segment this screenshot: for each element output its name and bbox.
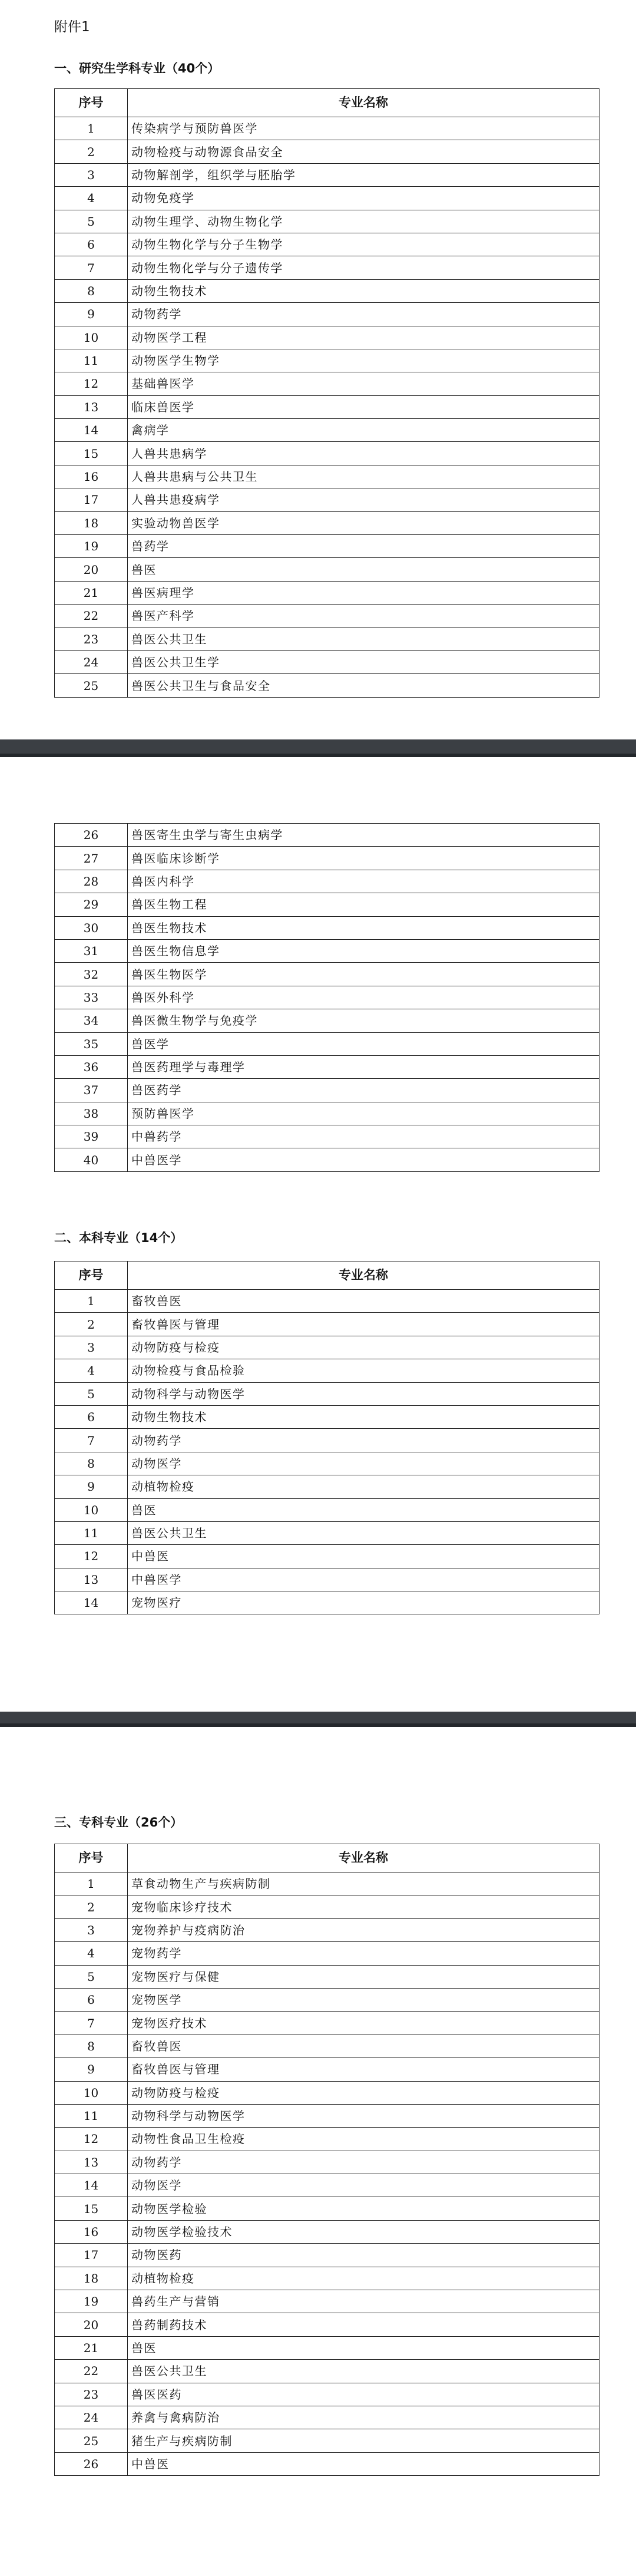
major-name: 兽医微生物学与免疫学 [128, 1009, 599, 1032]
row-number: 27 [55, 847, 128, 870]
row-number: 7 [55, 256, 128, 279]
table-row [55, 581, 599, 604]
row-number: 20 [55, 558, 128, 581]
major-name: 兽医生物医学 [128, 963, 599, 986]
major-name: 兽药制药技术 [128, 2313, 599, 2336]
major-name: 动物药学 [128, 1429, 599, 1452]
major-name: 兽医 [128, 1498, 599, 1521]
major-name: 兽医生物信息学 [128, 939, 599, 962]
table-row [55, 2267, 599, 2290]
table-body [55, 1872, 599, 2476]
table-row [55, 1988, 599, 2011]
major-name: 动物科学与动物医学 [128, 1382, 599, 1405]
major-name: 人兽共患病与公共卫生 [128, 465, 599, 488]
table-row [55, 2128, 599, 2151]
table-row [55, 326, 599, 349]
major-name: 兽医学 [128, 1032, 599, 1055]
table-header-row [55, 1261, 599, 1290]
table-body [55, 824, 599, 1172]
table-row [55, 2429, 599, 2452]
table-row [55, 210, 599, 233]
major-name: 草食动物生产与疾病防制 [128, 1872, 599, 1895]
row-number: 2 [55, 1313, 128, 1336]
major-name: 兽医公共卫生与食品安全 [128, 674, 599, 697]
row-number: 24 [55, 650, 128, 673]
major-name: 兽医 [128, 2336, 599, 2359]
table-row [55, 256, 599, 279]
annex-title: 附件1 [54, 19, 90, 35]
major-name: 动植物检疫 [128, 2267, 599, 2290]
table-row [55, 1290, 599, 1313]
major-name: 动物医学检验技术 [128, 2220, 599, 2243]
table-row [55, 1545, 599, 1568]
header-name: 专业名称 [128, 89, 599, 117]
major-name: 宠物医疗技术 [128, 2012, 599, 2035]
table-row [55, 1009, 599, 1032]
row-number: 7 [55, 1429, 128, 1452]
row-number: 19 [55, 2290, 128, 2313]
row-number: 22 [55, 2360, 128, 2383]
row-number: 12 [55, 372, 128, 395]
row-number: 3 [55, 1336, 128, 1359]
table-row [55, 488, 599, 511]
row-number: 5 [55, 1382, 128, 1405]
major-name: 动物科学与动物医学 [128, 2104, 599, 2127]
table-row [55, 1429, 599, 1452]
major-name: 动物防疫与检疫 [128, 2081, 599, 2104]
row-number: 9 [55, 1475, 128, 1498]
header-seq: 序号 [55, 1844, 128, 1872]
major-name: 兽医公共卫生 [128, 1521, 599, 1544]
major-name: 兽医公共卫生 [128, 2360, 599, 2383]
major-name: 宠物医学 [128, 1988, 599, 2011]
row-number: 2 [55, 1895, 128, 1918]
major-name: 预防兽医学 [128, 1102, 599, 1125]
table-header-row [55, 1844, 599, 1872]
major-name: 宠物临床诊疗技术 [128, 1895, 599, 1918]
table-row [55, 279, 599, 302]
table-row [55, 2220, 599, 2243]
row-number: 10 [55, 2081, 128, 2104]
row-number: 30 [55, 916, 128, 939]
major-name: 兽医 [128, 558, 599, 581]
section-title-vocational: 三、专科专业（26个） [54, 1815, 183, 1829]
table-row [55, 349, 599, 372]
major-name: 兽药生产与营销 [128, 2290, 599, 2313]
row-number: 11 [55, 349, 128, 372]
major-name: 动物药学 [128, 303, 599, 326]
major-name: 畜牧兽医 [128, 2035, 599, 2058]
major-name: 中兽医 [128, 1545, 599, 1568]
row-number: 18 [55, 511, 128, 534]
table-row [55, 511, 599, 534]
table-row [55, 1568, 599, 1591]
row-number: 25 [55, 2429, 128, 2452]
major-name: 动物医学检验 [128, 2197, 599, 2220]
row-number: 13 [55, 395, 128, 418]
row-number: 12 [55, 2128, 128, 2151]
major-name: 实验动物兽医学 [128, 511, 599, 534]
table-row [55, 117, 599, 140]
major-name: 动物生物化学与分子遗传学 [128, 256, 599, 279]
major-name: 动物生物化学与分子生物学 [128, 233, 599, 256]
row-number: 16 [55, 465, 128, 488]
major-name: 猪生产与疾病防制 [128, 2429, 599, 2452]
row-number: 1 [55, 1290, 128, 1313]
row-number: 14 [55, 2174, 128, 2197]
table-row [55, 1359, 599, 1382]
row-number: 38 [55, 1102, 128, 1125]
table-row [55, 1079, 599, 1102]
row-number: 8 [55, 2035, 128, 2058]
row-number: 25 [55, 674, 128, 697]
major-name: 兽医医药 [128, 2383, 599, 2406]
page-separator [0, 739, 636, 757]
table-row [55, 1895, 599, 1918]
row-number: 40 [55, 1148, 128, 1171]
table-row [55, 650, 599, 673]
table-row [55, 824, 599, 847]
row-number: 1 [55, 1872, 128, 1895]
row-number: 26 [55, 2452, 128, 2475]
major-name: 宠物药学 [128, 1942, 599, 1965]
page-3 [0, 1727, 636, 2576]
table-row [55, 2058, 599, 2081]
table-row [55, 1382, 599, 1405]
row-number: 10 [55, 1498, 128, 1521]
table-row [55, 986, 599, 1009]
row-number: 23 [55, 2383, 128, 2406]
section-title-undergraduate: 二、本科专业（14个） [54, 1231, 183, 1245]
row-number: 15 [55, 2197, 128, 2220]
page-separator [0, 1712, 636, 1727]
table-vocational [54, 1844, 599, 2476]
row-number: 13 [55, 1568, 128, 1591]
table-row [55, 847, 599, 870]
table-row [55, 674, 599, 697]
major-name: 兽医产科学 [128, 605, 599, 628]
major-name: 动物医学 [128, 1452, 599, 1475]
table-row [55, 939, 599, 962]
table-row [55, 1591, 599, 1614]
table-row [55, 605, 599, 628]
table-row [55, 1313, 599, 1336]
major-name: 中兽药学 [128, 1125, 599, 1148]
table-row [55, 2012, 599, 2035]
row-number: 21 [55, 581, 128, 604]
major-name: 动物医学工程 [128, 326, 599, 349]
row-number: 3 [55, 163, 128, 186]
table-undergraduate [54, 1261, 599, 1614]
major-name: 临床兽医学 [128, 395, 599, 418]
table-row [55, 419, 599, 442]
table-body [55, 117, 599, 698]
row-number: 2 [55, 140, 128, 163]
table-row [55, 535, 599, 558]
major-name: 动物医学生物学 [128, 349, 599, 372]
major-name: 中兽医 [128, 2452, 599, 2475]
row-number: 17 [55, 488, 128, 511]
table-row [55, 395, 599, 418]
row-number: 6 [55, 1405, 128, 1428]
row-number: 5 [55, 210, 128, 233]
table-row [55, 893, 599, 916]
major-name: 兽药学 [128, 535, 599, 558]
row-number: 14 [55, 1591, 128, 1614]
table-graduate-part1 [54, 88, 599, 698]
table-row [55, 1498, 599, 1521]
table-row [55, 187, 599, 210]
major-name: 动物生物技术 [128, 1405, 599, 1428]
row-number: 13 [55, 2151, 128, 2174]
row-number: 4 [55, 187, 128, 210]
major-name: 动物医学 [128, 2174, 599, 2197]
row-number: 36 [55, 1055, 128, 1078]
table-row [55, 1475, 599, 1498]
table-row [55, 1102, 599, 1125]
row-number: 35 [55, 1032, 128, 1055]
major-name: 动物检疫与动物源食品安全 [128, 140, 599, 163]
major-name: 兽医生物工程 [128, 893, 599, 916]
table-header-row [55, 89, 599, 117]
table-row [55, 2336, 599, 2359]
table-row [55, 2313, 599, 2336]
major-name: 兽医临床诊断学 [128, 847, 599, 870]
header-seq: 序号 [55, 1261, 128, 1290]
row-number: 34 [55, 1009, 128, 1032]
row-number: 6 [55, 1988, 128, 2011]
major-name: 动物检疫与食品检验 [128, 1359, 599, 1382]
table-row [55, 2290, 599, 2313]
table-row [55, 963, 599, 986]
row-number: 26 [55, 824, 128, 847]
table-row [55, 628, 599, 650]
row-number: 28 [55, 870, 128, 893]
table-row [55, 870, 599, 893]
major-name: 动物医药 [128, 2244, 599, 2267]
row-number: 9 [55, 2058, 128, 2081]
major-name: 宠物医疗与保健 [128, 1965, 599, 1988]
row-number: 11 [55, 1521, 128, 1544]
header-name: 专业名称 [128, 1261, 599, 1290]
major-name: 畜牧兽医与管理 [128, 1313, 599, 1336]
row-number: 21 [55, 2336, 128, 2359]
row-number: 37 [55, 1079, 128, 1102]
major-name: 中兽医学 [128, 1148, 599, 1171]
row-number: 10 [55, 326, 128, 349]
row-number: 11 [55, 2104, 128, 2127]
major-name: 动物生理学、动物生物化学 [128, 210, 599, 233]
row-number: 24 [55, 2406, 128, 2429]
major-name: 人兽共患疫病学 [128, 488, 599, 511]
major-name: 动物生物技术 [128, 279, 599, 302]
major-name: 兽医内科学 [128, 870, 599, 893]
major-name: 兽医生物技术 [128, 916, 599, 939]
row-number: 23 [55, 628, 128, 650]
table-row [55, 2197, 599, 2220]
row-number: 33 [55, 986, 128, 1009]
major-name: 兽医公共卫生 [128, 628, 599, 650]
major-name: 动物免疫学 [128, 187, 599, 210]
major-name: 宠物医疗 [128, 1591, 599, 1614]
row-number: 39 [55, 1125, 128, 1148]
table-row [55, 1965, 599, 1988]
major-name: 动物性食品卫生检疫 [128, 2128, 599, 2151]
table-graduate-part2 [54, 823, 599, 1172]
table-row [55, 1452, 599, 1475]
row-number: 9 [55, 303, 128, 326]
table-row [55, 2035, 599, 2058]
table-row [55, 163, 599, 186]
table-row [55, 1125, 599, 1148]
row-number: 12 [55, 1545, 128, 1568]
major-name: 动物防疫与检疫 [128, 1336, 599, 1359]
major-name: 养禽与禽病防治 [128, 2406, 599, 2429]
table-row [55, 2081, 599, 2104]
table-row [55, 1942, 599, 1965]
major-name: 兽医外科学 [128, 986, 599, 1009]
row-number: 3 [55, 1918, 128, 1941]
major-name: 动物药学 [128, 2151, 599, 2174]
major-name: 禽病学 [128, 419, 599, 442]
table-row [55, 916, 599, 939]
row-number: 22 [55, 605, 128, 628]
row-number: 32 [55, 963, 128, 986]
table-row [55, 1918, 599, 1941]
row-number: 7 [55, 2012, 128, 2035]
table-row [55, 233, 599, 256]
major-name: 中兽医学 [128, 1568, 599, 1591]
table-row [55, 2452, 599, 2475]
header-seq: 序号 [55, 89, 128, 117]
page-1 [0, 0, 636, 739]
table-row [55, 2360, 599, 2383]
table-row [55, 2406, 599, 2429]
major-name: 基础兽医学 [128, 372, 599, 395]
row-number: 8 [55, 1452, 128, 1475]
row-number: 4 [55, 1942, 128, 1965]
table-row [55, 2383, 599, 2406]
table-row [55, 1872, 599, 1895]
row-number: 20 [55, 2313, 128, 2336]
major-name: 人兽共患病学 [128, 442, 599, 465]
row-number: 16 [55, 2220, 128, 2243]
major-name: 兽医寄生虫学与寄生虫病学 [128, 824, 599, 847]
major-name: 兽医病理学 [128, 581, 599, 604]
table-row [55, 1405, 599, 1428]
row-number: 4 [55, 1359, 128, 1382]
table-body [55, 1290, 599, 1614]
row-number: 6 [55, 233, 128, 256]
major-name: 宠物养护与疫病防治 [128, 1918, 599, 1941]
page-2 [0, 757, 636, 1712]
table-row [55, 465, 599, 488]
major-name: 兽医药学 [128, 1079, 599, 1102]
major-name: 动物解剖学，组织学与胚胎学 [128, 163, 599, 186]
section-title-graduate: 一、研究生学科专业（40个） [54, 61, 220, 75]
table-row [55, 1055, 599, 1078]
major-name: 传染病学与预防兽医学 [128, 117, 599, 140]
row-number: 15 [55, 442, 128, 465]
major-name: 动植物检疫 [128, 1475, 599, 1498]
row-number: 18 [55, 2267, 128, 2290]
major-name: 兽医药理学与毒理学 [128, 1055, 599, 1078]
row-number: 19 [55, 535, 128, 558]
row-number: 14 [55, 419, 128, 442]
major-name: 兽医公共卫生学 [128, 650, 599, 673]
table-row [55, 1521, 599, 1544]
header-name: 专业名称 [128, 1844, 599, 1872]
table-row [55, 2244, 599, 2267]
row-number: 5 [55, 1965, 128, 1988]
major-name: 畜牧兽医与管理 [128, 2058, 599, 2081]
table-row [55, 442, 599, 465]
row-number: 8 [55, 279, 128, 302]
major-name: 畜牧兽医 [128, 1290, 599, 1313]
table-row [55, 1148, 599, 1171]
table-row [55, 2104, 599, 2127]
table-row [55, 2174, 599, 2197]
row-number: 1 [55, 117, 128, 140]
table-row [55, 558, 599, 581]
table-row [55, 1336, 599, 1359]
row-number: 31 [55, 939, 128, 962]
table-row [55, 303, 599, 326]
table-row [55, 372, 599, 395]
row-number: 17 [55, 2244, 128, 2267]
row-number: 29 [55, 893, 128, 916]
table-row [55, 1032, 599, 1055]
table-row [55, 2151, 599, 2174]
table-row [55, 140, 599, 163]
